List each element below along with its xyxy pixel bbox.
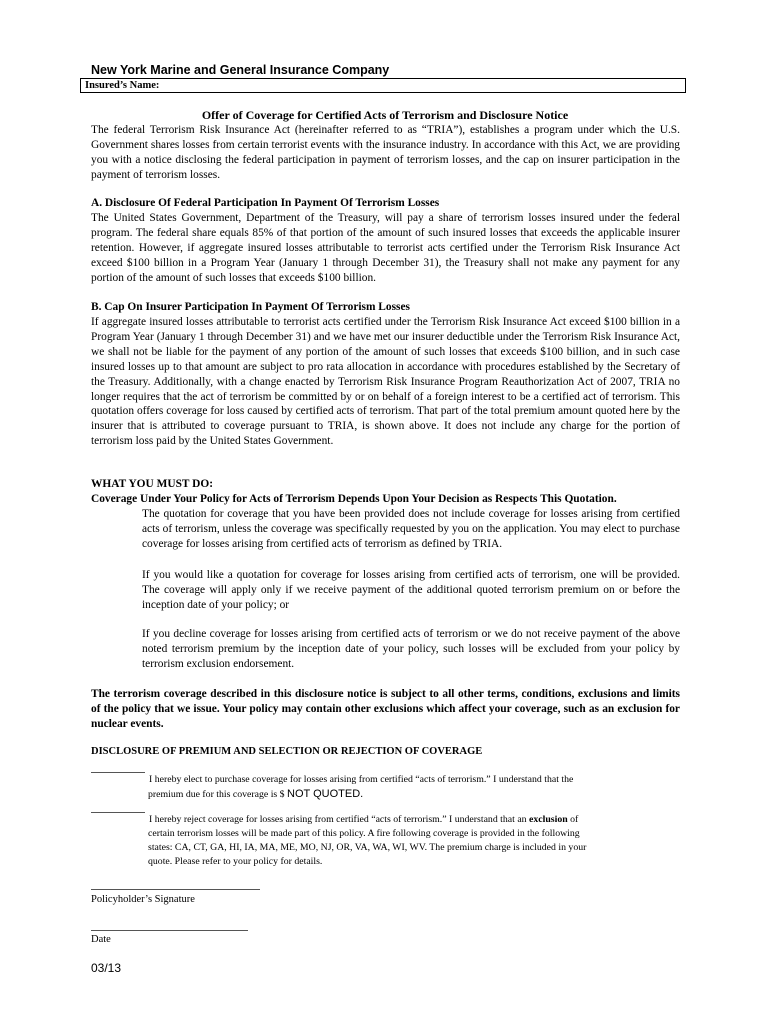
date-label: Date bbox=[91, 934, 111, 945]
elect-coverage-blank[interactable] bbox=[91, 772, 145, 773]
reject-coverage-blank[interactable] bbox=[91, 812, 145, 813]
section-a-text: The United States Government, Department of the Treasury, will pay a share of terrorism losses insured under the federal program. The federal share equals 85% of that portion of the amount of such insured losses that exceeds the applicable insurer retention. However, if aggregate insured losses attributable to terrorist acts certified under the Terrorism Risk Insurance Act exceed $100 billion in a Program Year (January 1 through December 31), the Treasury shall not make any payment for any portion of the amount of such losses that exceeds $100 billion. bbox=[91, 212, 680, 284]
intro-paragraph: The federal Terrorism Risk Insurance Act (hereinafter referred to as “TRIA”), establishes a program under which the U.S. Government shares losses from certain terrorist events with the insurance industry. In accordance with this Act, we are providing you with a notice disclosing the federal participation in payment of terrorism losses, and the cap on insurer participation in the payment of terrorism losses. bbox=[91, 124, 680, 181]
reject-line-1-suffix: of bbox=[567, 814, 579, 825]
what-you-must-do-subheading: Coverage Under Your Policy for Acts of Terrorism Depends Upon Your Decision as Respects This Quotation. bbox=[91, 493, 617, 505]
reject-line-3: states: CA, CT, GA, HI, IA, MA, ME, MO, NJ, OR, VA, WA, WI, WV. The premium charge is included in your bbox=[148, 842, 587, 853]
signature-label: Policyholder’s Signature bbox=[91, 894, 195, 905]
insured-name-label: Insured’s Name: bbox=[85, 80, 160, 91]
reject-line-2: certain terrorism losses will be made part of this policy. A fire following coverage is provided in the following bbox=[148, 828, 580, 839]
premium-value: NOT QUOTED. bbox=[287, 788, 364, 800]
disclosure-heading: DISCLOSURE OF PREMIUM AND SELECTION OR REJECTION OF COVERAGE bbox=[91, 746, 483, 757]
elect-line-2 bbox=[148, 787, 363, 802]
elect-line-1: I hereby elect to purchase coverage for losses arising from certified “acts of terrorism.” I understand that the bbox=[149, 774, 574, 785]
must-do-paragraph-3: If you decline coverage for losses arising from certified acts of terrorism or we do not receive payment of the above noted terrorism premium by the inception date of your policy, such losses will be excluded from your policy by terrorism exclusion endorsement. bbox=[142, 628, 680, 670]
reject-line-4: quote. Please refer to your policy for details. bbox=[148, 856, 323, 867]
insured-name-field[interactable] bbox=[80, 78, 686, 93]
must-do-paragraph-2: If you would like a quotation for coverage for losses arising from certified acts of terrorism, one will be provided. The coverage will apply only if we receive payment of the additional quoted terrorism premium on or before the inception date of your policy; or bbox=[142, 569, 680, 611]
document-title: Offer of Coverage for Certified Acts of Terrorism and Disclosure Notice bbox=[201, 108, 569, 122]
elect-premium-label: premium due for this coverage is $ bbox=[148, 789, 288, 800]
section-b-heading: B. Cap On Insurer Participation In Payment Of Terrorism Losses bbox=[91, 301, 410, 313]
reject-exclusion-word: exclusion bbox=[529, 814, 568, 825]
company-name: New York Marine and General Insurance Company bbox=[91, 63, 390, 77]
section-b-text: If aggregate insured losses attributable to terrorist acts certified under the Terrorism Risk Insurance Act exceed $100 billion in a Program Year (January 1 through December 31) and we have met our insurer deductible under the Terrorism Risk Insurance Act, we shall not be liable for the payment of any portion of the amount of such losses that exceeds $100 billion, and in such case insured losses up to that amount are subject to pro rata allocation in accordance with procedures established by the Secretary of the Treasury. Additionally, with a change enacted by Terrorism Risk Insurance Program Reauthorization Act of 2007, TRIA no longer requires that the act of terrorism be committed by or on behalf of a foreign interest to be a certified act of terrorism. This quotation offers coverage for loss caused by certified acts of terrorism. That part of the total premium amount quoted here by the insurer that is attributed to coverage pursuant to TRIA, is shown above. It does not include any charge for the portion of terrorism loss paid by the United States Government. bbox=[91, 316, 680, 448]
date-line[interactable] bbox=[91, 930, 248, 931]
coverage-notice: The terrorism coverage described in this disclosure notice is subject to all other terms, conditions, exclusions and limits of the policy that we issue. Your policy may contain other exclusions which affect your coverage, such as an exclusion for nuclear events. bbox=[91, 688, 680, 730]
reject-line-1 bbox=[149, 813, 578, 827]
form-edition-date: 03/13 bbox=[91, 961, 122, 975]
what-you-must-do-heading: WHAT YOU MUST DO: bbox=[91, 478, 214, 490]
reject-line-1-prefix: I hereby reject coverage for losses arising from certified “acts of terrorism.” I understand that an bbox=[149, 814, 530, 825]
signature-line[interactable] bbox=[91, 889, 260, 890]
must-do-paragraph-1: The quotation for coverage that you have been provided does not include coverage for losses arising from certified acts of terrorism, unless the coverage was specifically requested by you on the application. You may elect to purchase coverage for losses arising from certified acts of terrorism as defined by TRIA. bbox=[142, 508, 680, 550]
section-a-heading: A. Disclosure Of Federal Participation In Payment Of Terrorism Losses bbox=[91, 197, 440, 209]
